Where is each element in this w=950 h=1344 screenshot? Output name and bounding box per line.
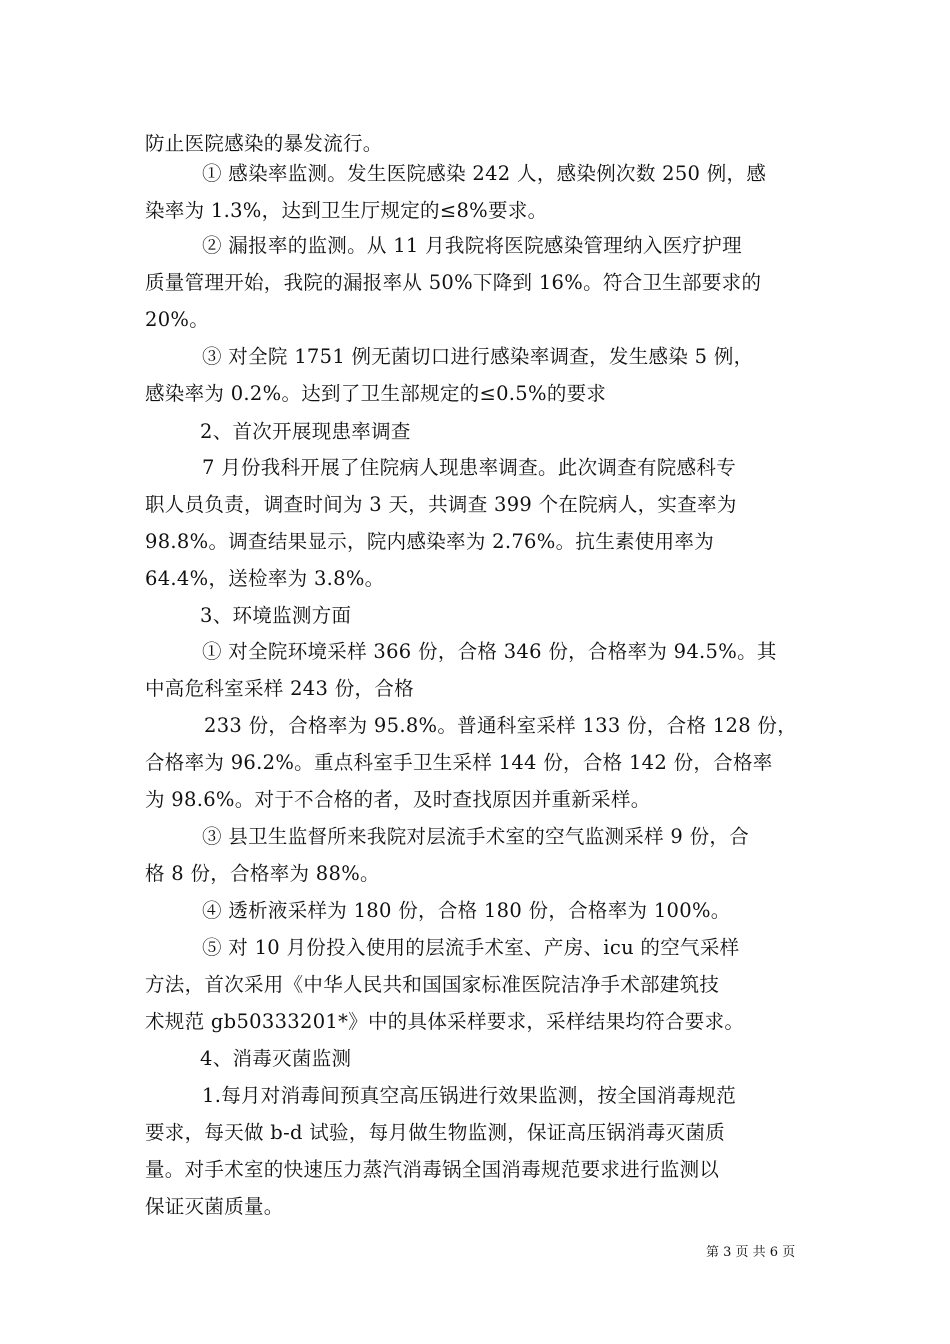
text-line: 感染率为 0.2%。达到了卫生部规定的≤0.5%的要求	[145, 382, 607, 405]
text-line: 233 份，合格率为 95.8%。普通科室采样 133 份，合格 128 份，	[204, 714, 797, 737]
text-line: 7 月份我科开展了住院病人现患率调查。此次调查有院感科专	[202, 456, 737, 479]
text-line: 方法，首次采用《中华人民共和国国家标准医院洁净手术部建筑技	[145, 973, 720, 996]
section-heading: 2、首次开展现患率调查	[200, 420, 411, 443]
text-line: ② 漏报率的监测。从 11 月我院将医院感染管理纳入医疗护理	[202, 234, 742, 257]
text-line: 防止医院感染的暴发流行。	[145, 132, 383, 155]
text-line: 合格率为 96.2%。重点科室手卫生采样 144 份，合格 142 份，合格率	[145, 751, 773, 774]
text-line: ⑤ 对 10 月份投入使用的层流手术室、产房、icu 的空气采样	[202, 936, 740, 959]
text-line: ④ 透析液采样为 180 份，合格 180 份，合格率为 100%。	[202, 899, 731, 922]
page-number: 第 3 页 共 6 页	[706, 1245, 796, 1260]
text-line: 中高危科室采样 243 份，合格	[145, 677, 414, 700]
text-line: 质量管理开始，我院的漏报率从 50%下降到 16%。符合卫生部要求的	[145, 271, 762, 294]
text-line: 格 8 份，合格率为 88%。	[145, 862, 380, 885]
text-line: 64.4%，送检率为 3.8%。	[145, 567, 385, 590]
text-line: 职人员负责，调查时间为 3 天，共调查 399 个在院病人，实查率为	[145, 493, 737, 516]
text-line: 为 98.6%。对于不合格的者，及时查找原因并重新采样。	[145, 788, 651, 811]
text-line: 98.8%。调查结果显示，院内感染率为 2.76%。抗生素使用率为	[145, 530, 714, 553]
text-line: ③ 对全院 1751 例无菌切口进行感染率调查，发生感染 5 例，	[202, 345, 754, 368]
text-line: 量。对手术室的快速压力蒸汽消毒锅全国消毒规范要求进行监测以	[145, 1158, 720, 1181]
text-line: ① 感染率监测。发生医院感染 242 人，感染例次数 250 例，感	[202, 162, 767, 185]
text-line: 1.每月对消毒间预真空高压锅进行效果监测，按全国消毒规范	[202, 1084, 737, 1107]
section-heading: 4、消毒灭菌监测	[200, 1047, 352, 1070]
text-line: 术规范 gb50333201*》中的具体采样要求，采样结果均符合要求。	[145, 1010, 745, 1033]
text-line: 染率为 1.3%，达到卫生厅规定的≤8%要求。	[145, 199, 548, 222]
section-heading: 3、环境监测方面	[200, 604, 352, 627]
text-line: 要求，每天做 b-d 试验，每月做生物监测，保证高压锅消毒灭菌质	[145, 1121, 726, 1144]
text-line: ① 对全院环境采样 366 份，合格 346 份，合格率为 94.5%。其	[202, 640, 777, 663]
text-line: ③ 县卫生监督所来我院对层流手术室的空气监测采样 9 份，合	[202, 825, 750, 848]
text-line: 保证灭菌质量。	[145, 1195, 284, 1218]
text-line: 20%。	[145, 308, 210, 331]
